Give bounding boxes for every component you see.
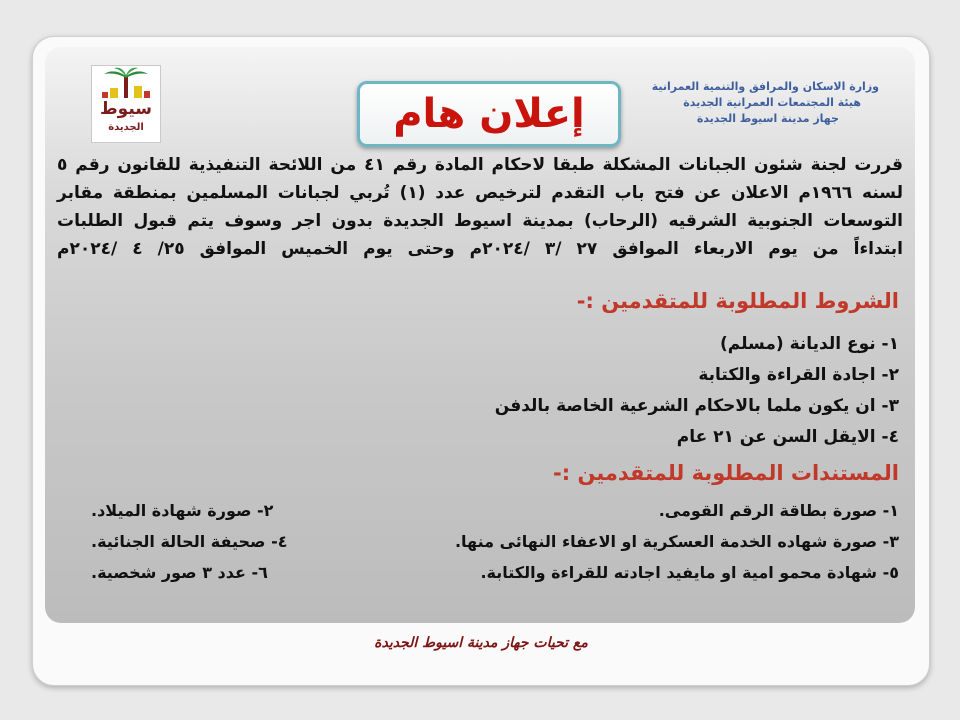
announcement-body [57,151,903,263]
body-line-1: قررت لجنة شئون الجبانات المشكلة طبقا لاحكام المادة رقم ٤١ من اللائحة التنفيذية للقانون رقم ٥ [57,155,904,175]
announcement-title-box [357,81,621,147]
document-item: ١- صورة بطاقة الرقم القومى. [658,501,899,520]
palm-tree-icon [92,66,160,102]
ministry-header [619,79,879,127]
condition-item: ٤- الايقل السن عن ٢١ عام [676,427,899,447]
logo-wordmark: سيوط [100,99,152,119]
footer-signature: مع تحيات جهاز مدينة اسيوط الجديدة [374,635,588,651]
document-item: ٥- شهادة محمو امية او مايفيد اجادته للقراءة والكتابة. [480,563,899,582]
documents-row [91,557,899,588]
body-line-2: لسنه ١٩٦٦م الاعلان عن فتح باب التقدم لترخيص عدد (١) تُربي لجبانات المسلمين بمنطقة مقابر [57,183,903,203]
logo-subtitle: الجديدة [108,122,144,133]
body-line-4: ابتداءاً من يوم الاربعاء الموافق ٢٧ /٣ /٢٠٢٤م وحتى يوم الخميس الموافق ٢٥/ ٤ /٢٠٢٤م [57,239,903,259]
announcement-title: إعلان هام [393,91,585,137]
body-line-3: التوسعات الجنوبية الشرقيه (الرحاب) بمدينة اسيوط الجديدة بدون اجر وسوف يتم قبول الطلبات [57,211,903,231]
announcement-panel [45,47,915,623]
documents-list [91,495,899,588]
city-logo [91,65,161,143]
document-item: ٦- عدد ٣ صور شخصية. [91,563,268,582]
slide-frame [32,36,930,686]
conditions-list [495,329,899,453]
document-item: ٢- صورة شهادة الميلاد. [91,501,274,520]
ministry-line-3: جهاز مدينة اسيوط الجديدة [696,112,839,125]
ministry-line-2: هيئة المجتمعات العمرانية الجديدة [683,96,861,109]
documents-row [91,526,899,557]
document-item: ٣- صورة شهاده الخدمة العسكرية او الاعفاء النهائى منها. [454,532,899,551]
documents-row [91,495,899,526]
ministry-line-1: وزارة الاسكان والمرافق والتنمية العمرانية [651,80,879,93]
condition-item: ٣- ان يكون ملما بالاحكام الشرعية الخاصة بالدفن [494,396,899,416]
condition-item: ١- نوع الديانة (مسلم) [720,334,899,354]
conditions-heading: الشروط المطلوبة للمتقدمين :- [576,289,899,313]
documents-heading: المستندات المطلوبة للمتقدمين :- [553,461,899,485]
condition-item: ٢- اجادة القراءة والكتابة [698,365,899,385]
document-item: ٤- صحيفة الحالة الجنائية. [91,532,288,551]
